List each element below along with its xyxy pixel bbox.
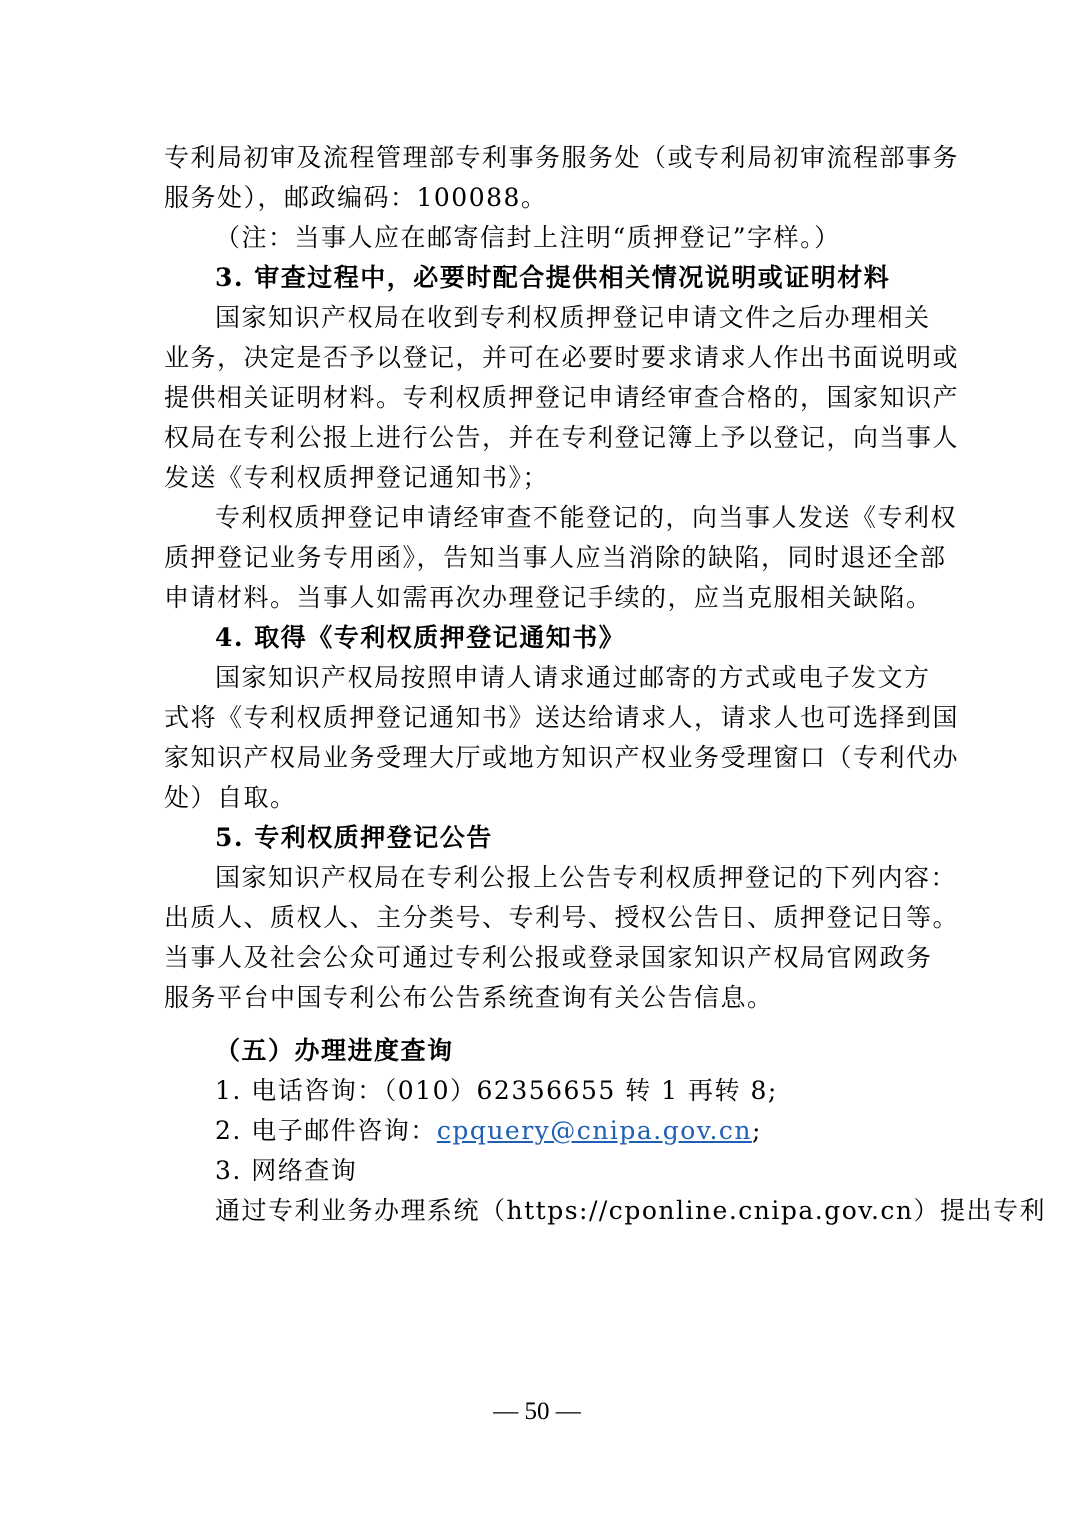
paragraph-address: [164, 138, 960, 218]
system-url-link[interactable]: https://cponline.cnipa.gov.cn: [506, 1196, 914, 1225]
heading-step-5: [164, 818, 912, 858]
text-line: [164, 1191, 1047, 1231]
section-heading: （五）办理进度查询: [215, 1036, 454, 1065]
paragraph-online-system: [164, 1191, 1047, 1231]
text-line: 处）自取。: [164, 783, 297, 812]
text-line: 当事人及社会公众可通过专利公报或登录国家知识产权局官网政务: [164, 943, 933, 972]
phone-inquiry: 1. 电话咨询：（010）62356655 转 1 再转 8;: [215, 1076, 778, 1105]
text-line: 式将《专利权质押登记通知书》送达给请求人，请求人也可选择到国: [164, 703, 960, 732]
system-suffix: ）提出专利: [913, 1196, 1047, 1225]
text-line: 国家知识产权局按照申请人请求通过邮寄的方式或电子发文方: [215, 663, 931, 692]
text-line: 发送《专利权质押登记通知书》；: [164, 463, 550, 492]
paragraph-announcement: [164, 858, 960, 1018]
text-line: 国家知识产权局在收到专利权质押登记申请文件之后办理相关: [215, 303, 931, 332]
paragraph-rejection: [164, 498, 958, 618]
paragraph-obtain-notice: [164, 658, 960, 818]
paragraph-note: [164, 218, 912, 258]
heading-step-3: [164, 258, 912, 298]
page-number: — 50 —: [493, 1398, 581, 1425]
text-line: 国家知识产权局在专利公报上公告专利权质押登记的下列内容：: [215, 863, 958, 892]
section-heading: 3. 审查过程中，必要时配合提供相关情况说明或证明材料: [215, 263, 891, 292]
text-line: 质押登记业务专用函》，告知当事人应当消除的缺陷，同时退还全部: [164, 543, 947, 572]
item-phone: [164, 1071, 912, 1111]
web-inquiry: 3. 网络查询: [215, 1156, 358, 1185]
item-web: [164, 1151, 912, 1191]
text-line: （注：当事人应在邮寄信封上注明“质押登记”字样。）: [215, 223, 841, 252]
section-heading: 5. 专利权质押登记公告: [215, 823, 493, 852]
section-heading: 4. 取得《专利权质押登记通知书》: [215, 623, 626, 652]
text-line: 申请材料。当事人如需再次办理登记手续的，应当克服相关缺陷。: [164, 583, 933, 612]
heading-step-4: [164, 618, 912, 658]
system-prefix: 通过专利业务办理系统（: [215, 1196, 507, 1225]
text-line: 家知识产权局业务受理大厅或地方知识产权业务受理窗口（专利代办: [164, 743, 960, 772]
paragraph-review: [164, 298, 960, 498]
document-body: [164, 138, 1047, 1231]
text-line: 提供相关证明材料。专利权质押登记申请经审查合格的，国家知识产: [164, 383, 960, 412]
text-line: 服务平台中国专利公布公告系统查询有关公告信息。: [164, 983, 774, 1012]
text-line: 服务处），邮政编码：100088。: [164, 183, 548, 212]
text-line: 业务，决定是否予以登记，并可在必要时要求请求人作出书面说明或: [164, 343, 960, 372]
email-inquiry: [164, 1111, 912, 1151]
text-line: 出质人、质权人、主分类号、专利号、授权公告日、质押登记日等。: [164, 903, 960, 932]
email-link[interactable]: cpquery@cnipa.gov.cn: [436, 1116, 753, 1145]
heading-progress-query: [164, 1031, 912, 1071]
text-line: 专利局初审及流程管理部专利事务服务处（或专利局初审流程部事务: [164, 143, 960, 172]
email-suffix: ;: [752, 1116, 762, 1145]
item-email: [164, 1111, 912, 1151]
email-label: 2. 电子邮件咨询：: [215, 1116, 437, 1145]
text-line: 专利权质押登记申请经审查不能登记的，向当事人发送《专利权: [215, 503, 958, 532]
text-line: 权局在专利公报上进行公告，并在专利登记簿上予以登记，向当事人: [164, 423, 960, 452]
